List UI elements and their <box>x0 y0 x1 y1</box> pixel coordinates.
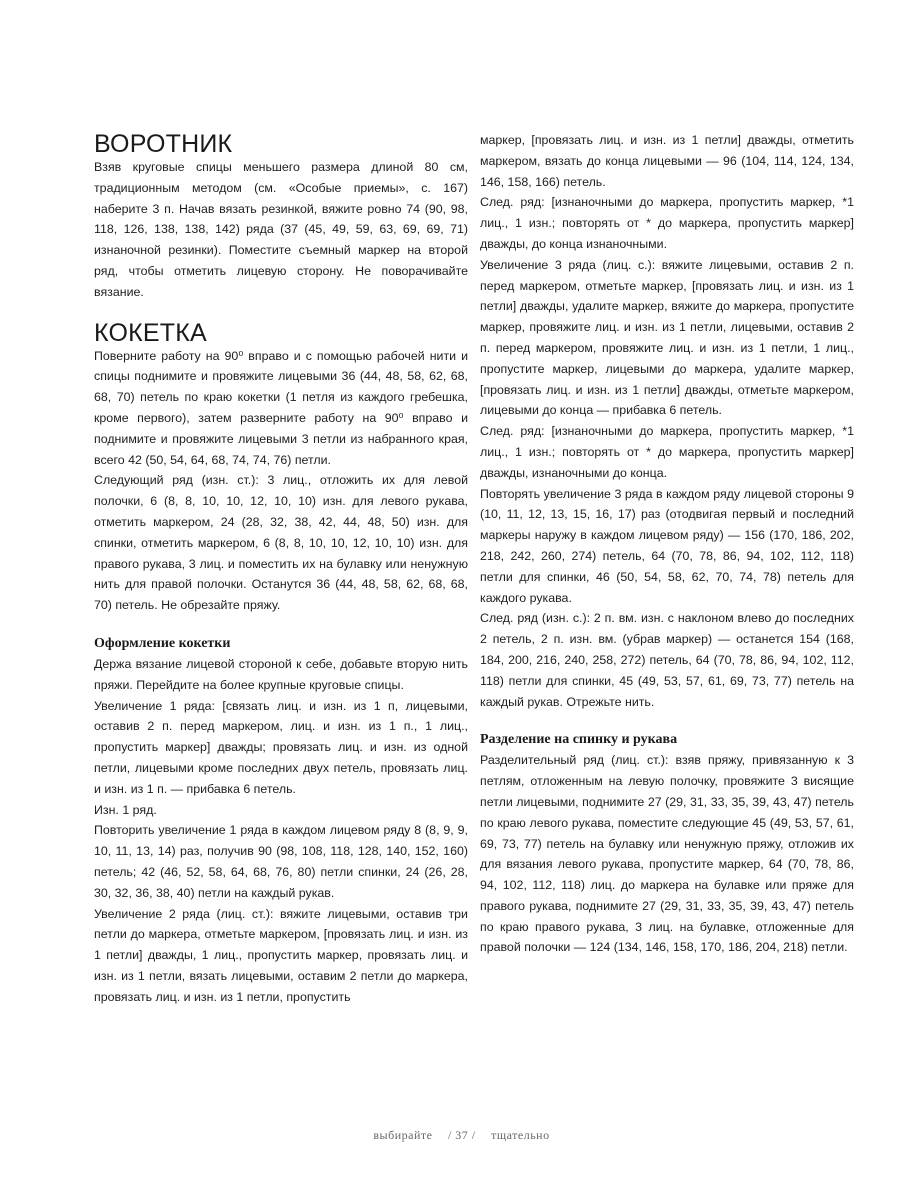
section-title-vorotnik: ВОРОТНИК <box>94 130 233 158</box>
paragraph-body: [изнаночными до маркера, пропустить маркер, *1 лиц., 1 изн.; повторять от * до маркера, пропустить маркер] дважды, до конца изнаночными. <box>480 195 854 251</box>
paragraph <box>94 470 468 616</box>
page-footer <box>0 1128 923 1143</box>
paragraph: Поверните работу на 90⁰ вправо и с помощью рабочей нити и спицы поднимите и провяжите лицевыми 36 (44, 48, 58, 62, 68, 68, 70) петель по краю кокетки (1 петля из каждого гребешка, кроме первого), затем разверните работу на 90⁰ вправо и поднимите и провяжите лицевыми 3 петли из набранного края, всего 42 (50, 54, 64, 68, 74, 74, 76) петли. <box>94 348 468 467</box>
paragraph <box>480 608 854 712</box>
footer-right-word: тщательно <box>491 1128 550 1142</box>
footer-left-word: выбирайте <box>373 1128 433 1142</box>
left-column <box>94 130 468 1007</box>
paragraph-body: [связать лиц. и изн. из 1 п, лицевыми, оставив 2 п. перед маркером, лиц. и изн. из 1 п., 1 лиц., пропустить маркер] дважды; провязать лиц. и изн. из одной петли, лицевыми кроме последних двух петель, провязать лиц. и изн. из 1 п. — прибавка 6 петель. <box>94 698 468 796</box>
paragraph: маркер, [провязать лиц. и изн. из 1 петли] дважды, отметить маркером, вязать до конца лицевыми — 96 (104, 114, 124, 134, 146, 158, 166) петель. <box>480 133 854 189</box>
paragraph: Изн. 1 ряд. <box>94 802 157 817</box>
paragraph <box>480 421 854 483</box>
paragraph-body: 2 п. вм. изн. с наклоном влево до последних 2 петель, 2 п. изн. вм. (убрав маркер) — останется 154 (168, 184, 200, 216, 240, 258, 272) петель, 64 (70, 78, 86, 94, 102, 112, 118) петли для спинки, 45 (49, 53, 57, 61, 69, 73, 77) петель на каждый рукав. Отрежьте нить. <box>480 611 854 709</box>
paragraph-lead: След. ряд (изн. с.): <box>480 611 591 626</box>
paragraph-lead: След. ряд: <box>480 195 545 210</box>
subsection-title-oformlenie: Оформление кокетки <box>94 635 231 651</box>
paragraph-lead: Увеличение 2 ряда (лиц. ст.): <box>94 906 274 921</box>
paragraph-body: 3 лиц., отложить их для левой полочки, 6 (8, 8, 10, 10, 12, 10, 10) изн. для левого рукава, отметить маркером, 24 (28, 32, 38, 42, 44, 48, 50) изн. для спинки, отметить маркером, 6 (8, 8, 10, 10, 12, 10, 10) изн. для правого рукава, 3 лиц. и поместить их на булавку или ненужную нить для правой полочки. Останутся 36 (44, 48, 58, 62, 68, 68, 70) петель. Не обрезайте пряжу. <box>94 473 469 613</box>
paragraph <box>480 750 854 958</box>
paragraph <box>480 192 854 254</box>
paragraph-body: вяжите лицевыми, оставив 2 п. перед маркером, отметьте маркер, [провязать лиц. и изн. из 1 петли] дважды, удалите маркер, вяжите до маркера, пропустите маркер, провяжите лиц. и изн. из 1 петли, лицевыми, оставив 2 п. перед маркером, провяжите лиц. и изн. из 1 петли, 1 лиц., пропустите маркер, лицевыми до маркера, удалите маркер, [провязать лиц. и изн. из 1 петли] дважды, отметьте маркером, лицевыми до конца — прибавка 6 петель. <box>480 257 854 418</box>
paragraph-body: вяжите лицевыми, оставив три петли до маркера, отметьте маркером, [провязать лиц. и изн. из 1 петли] дважды, 1 лиц., пропустить маркер, провязать лиц. и изн. из 1 петли, вязать лицевыми, оставим 2 петли до маркера, провязать лиц. и изн. из 1 петли, пропустить <box>94 906 468 1004</box>
paragraph: Повторять увеличение 3 ряда в каждом ряду лицевой стороны 9 (10, 11, 12, 13, 15, 16, 17) раз (отодвигая первый и последний маркеры наружу в каждом лицевом ряду) — 156 (170, 186, 202, 218, 242, 260, 274) петель, 64 (70, 78, 86, 94, 102, 112, 118) петли для спинки, 46 (50, 54, 58, 62, 70, 74, 78) петель для каждого рукава. <box>480 486 854 605</box>
paragraph-body: взяв пряжу, привязанную к 3 петлям, отложенным на левую полочку, провяжите 3 висящие петли лицевыми, поднимите 27 (29, 31, 33, 35, 39, 43, 47) петель по краю левого рукава, поместите следующие 45 (49, 53, 57, 61, 69, 73, 77) петель на булавку или ненужную пряжу, отложив их для вязания левого рукава, пропустите маркер, 64 (70, 78, 86, 94, 102, 112, 118) лиц. до маркера на булавке или пряже для правого рукава, поднимите 27 (29, 31, 33, 35, 39, 43, 47) петель по краю правого рукава, 3 лиц. на булавке, отложенные для правой полочки — 124 (134, 146, 158, 170, 186, 204, 218) петли. <box>480 753 854 955</box>
paragraph-lead: Разделительный ряд (лиц. ст.): <box>480 753 669 768</box>
section-title-koketka: КОКЕТКА <box>94 318 207 347</box>
paragraph: Повторить увеличение 1 ряда в каждом лицевом ряду 8 (8, 9, 9, 10, 11, 13, 14) раз, получив 90 (98, 108, 118, 128, 140, 152, 160) петель; 42 (46, 52, 58, 64, 68, 76, 80) петли спинки, 24 (26, 28, 30, 32, 36, 38, 40) петли на каждый рукав. <box>94 823 468 900</box>
paragraph: Держа вязание лицевой стороной к себе, добавьте вторую нить пряжи. Перейдите на более крупные круговые спицы. <box>94 656 468 692</box>
paragraph-lead: Увеличение 3 ряда (лиц. с.): <box>480 257 656 272</box>
right-column <box>480 130 854 958</box>
paragraph-lead: Увеличение 1 ряда: <box>94 698 215 713</box>
paragraph-lead: Следующий ряд (изн. ст.): <box>94 473 259 488</box>
paragraph <box>94 904 468 1008</box>
page-number: / 37 / <box>447 1128 476 1142</box>
paragraph-lead: След. ряд: <box>480 424 545 439</box>
paragraph-body: [изнаночными до маркера, пропустить маркер, *1 лиц., 1 изн.; повторять от * до маркера, пропустить маркер] дважды, изнаночными до конца. <box>480 424 854 480</box>
paragraph <box>480 255 854 421</box>
paragraph: Взяв круговые спицы меньшего размера длиной 80 см, традиционным методом (см. «Особые приемы», с. 167) наберите 3 п. Начав вязать резинкой, вяжите ровно 74 (90, 98, 118, 126, 138, 138, 142) ряда (37 (45, 49, 59, 63, 69, 69, 71) изнаночной резинки). Поместите съемный маркер на второй ряд, чтобы отметить лицевую сторону. Не поворачивайте вязание. <box>94 160 468 299</box>
paragraph <box>94 696 468 800</box>
subsection-title-razdelenie: Разделение на спинку и рукава <box>480 732 678 748</box>
